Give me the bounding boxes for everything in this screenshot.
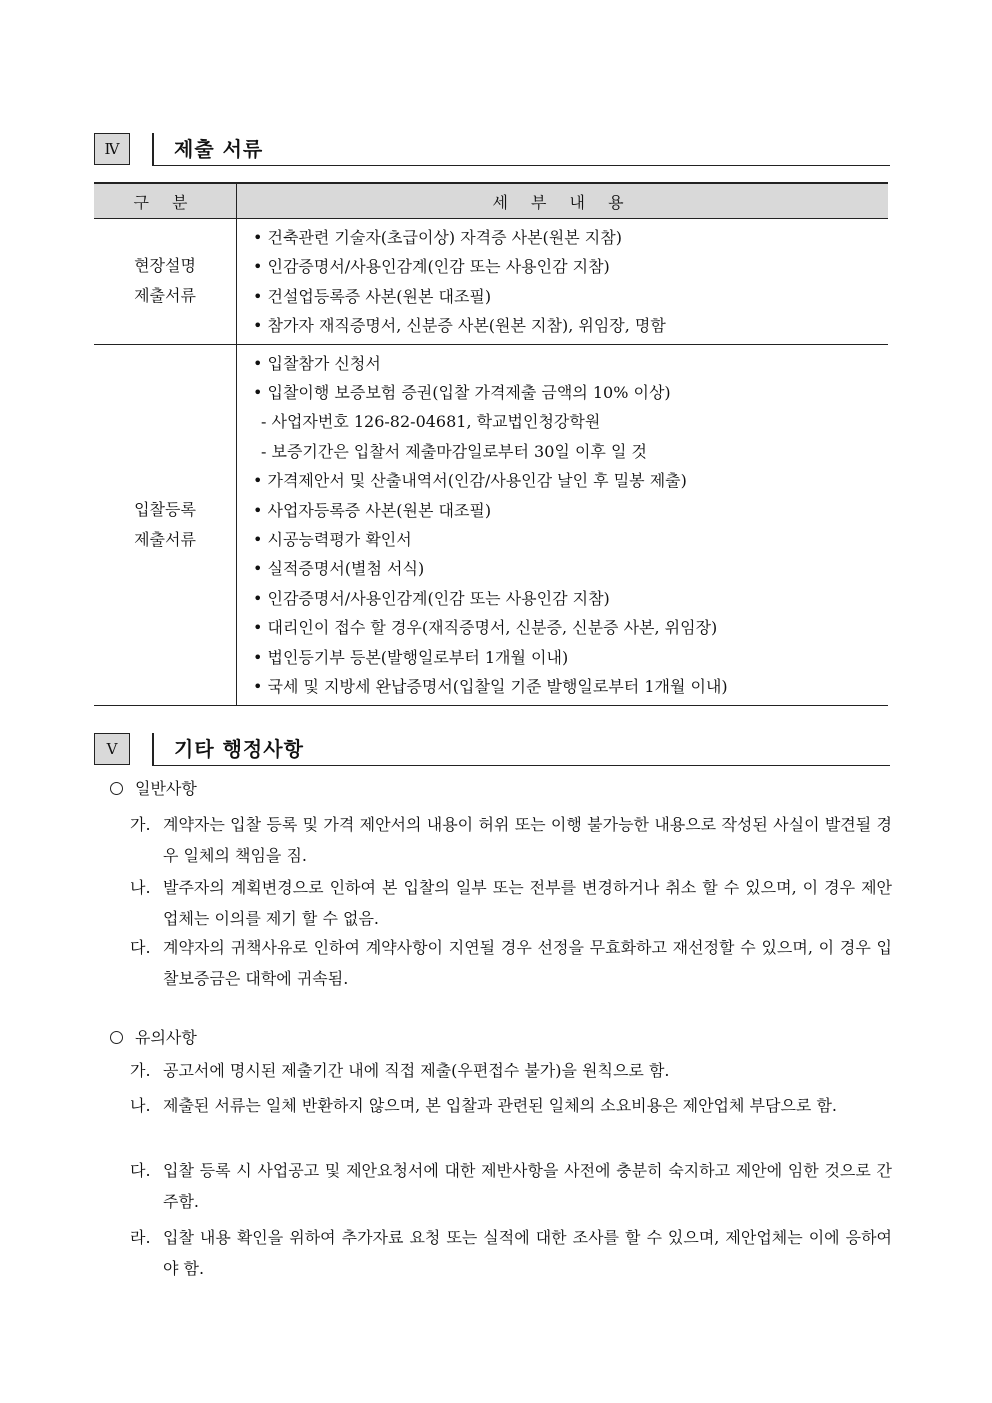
list-item: • 참가자 재직증명서, 신분증 사본(원본 지참), 위임장, 명함 xyxy=(253,316,666,336)
list-item: • 실적증명서(별첨 서식) xyxy=(253,559,425,579)
list-item: • 건설업등록증 사본(원본 대조필) xyxy=(253,286,492,306)
section-divider-bar xyxy=(152,733,154,766)
header-category: 구 분 xyxy=(94,183,237,219)
section-5-number: Ⅴ xyxy=(94,733,130,765)
list-item: • 입찰참가 신청서 xyxy=(253,353,381,373)
section-4-header xyxy=(94,133,890,167)
item-text: 계약자의 귀책사유로 인하여 계약사항이 지연될 경우 선정을 무효화하고 재선정할 수 있으며, 이 경우 입찰보증금은 대학에 귀속됨. xyxy=(163,938,892,988)
row-items xyxy=(237,219,889,345)
list-subitem: - 보증기간은 입찰서 제출마감일로부터 30일 이후 일 것 xyxy=(261,441,647,461)
list-item: • 사업자등록증 사본(원본 대조필) xyxy=(253,500,492,520)
row-category xyxy=(94,344,237,705)
list-item: • 대리인이 접수 할 경우(재직증명서, 신분증, 신분증 사본, 위임장) xyxy=(253,618,718,638)
category-line: 제출서류 xyxy=(134,286,196,306)
item-text: 입찰 등록 시 사업공고 및 제안요청서에 대한 제반사항을 사전에 충분히 숙지하고 제안에 임한 것으로 간주함. xyxy=(163,1161,892,1211)
section-4-number: Ⅳ xyxy=(94,133,130,165)
list-item: • 건축관련 기술자(초급이상) 자격증 사본(원본 지참) xyxy=(253,228,622,247)
item-marker: 다. xyxy=(130,1161,151,1180)
table-row xyxy=(94,219,888,345)
submission-documents-table xyxy=(94,182,888,706)
list-item: • 입찰이행 보증보험 증권(입찰 가격제출 금액의 10% 이상) xyxy=(253,383,671,403)
general-heading-text: 일반사항 xyxy=(135,779,197,798)
list-item xyxy=(130,872,892,934)
list-item: • 인감증명서/사용인감계(인감 또는 사용인감 지참) xyxy=(253,588,610,608)
notes-heading-text: 유의사항 xyxy=(135,1028,197,1047)
list-item: • 법인등기부 등본(발행일로부터 1개월 이내) xyxy=(253,647,569,667)
list-item: • 국세 및 지방세 완납증명서(입찰일 기준 발행일로부터 1개월 이내) xyxy=(253,677,728,697)
list-subitem: - 사업자번호 126-82-04681, 학교법인청강학원 xyxy=(261,412,601,432)
list-item xyxy=(130,1155,892,1217)
section-5-title: 기타 행정사항 xyxy=(174,737,304,761)
item-text: 발주자의 계획변경으로 인하여 본 입찰의 일부 또는 전부를 변경하거나 취소 할 수 있으며, 이 경우 제안업체는 이의를 제기 할 수 없음. xyxy=(163,878,892,928)
section-4-title: 제출 서류 xyxy=(174,137,264,161)
item-text: 입찰 내용 확인을 위하여 추가자료 요청 또는 실적에 대한 조사를 할 수 있으며, 제안업체는 이에 응하여야 함. xyxy=(163,1228,892,1278)
table-row xyxy=(94,344,888,705)
row-category xyxy=(94,219,237,345)
notes-heading xyxy=(110,1026,197,1050)
section-5-header xyxy=(94,733,890,767)
section-underline xyxy=(154,765,890,766)
item-marker: 라. xyxy=(130,1228,151,1247)
category-line: 입찰등록 xyxy=(134,499,196,519)
item-marker: 나. xyxy=(130,878,151,897)
item-marker: 다. xyxy=(130,938,151,957)
section-underline xyxy=(154,165,890,166)
list-item xyxy=(130,809,892,871)
table-header-row xyxy=(94,183,888,219)
item-marker: 나. xyxy=(130,1096,151,1115)
item-marker: 가. xyxy=(130,1061,151,1080)
list-item: • 인감증명서/사용인감계(인감 또는 사용인감 지참) xyxy=(253,257,610,277)
general-heading xyxy=(110,777,197,801)
row-items xyxy=(237,344,889,705)
item-marker: 가. xyxy=(130,815,151,834)
list-item: • 가격제안서 및 산출내역서(인감/사용인감 날인 후 밀봉 제출) xyxy=(253,471,687,491)
item-text: 공고서에 명시된 제출기간 내에 직접 제출(우편접수 불가)을 원칙으로 함. xyxy=(163,1061,670,1080)
list-item xyxy=(130,1222,892,1284)
category-line: 현장설명 xyxy=(134,256,196,276)
list-item: • 시공능력평가 확인서 xyxy=(253,530,412,550)
header-details: 세 부 내 용 xyxy=(237,183,889,219)
item-text: 제출된 서류는 일체 반환하지 않으며, 본 입찰과 관련된 일체의 소요비용은 제안업체 부담으로 함. xyxy=(163,1096,837,1115)
circle-bullet-icon xyxy=(110,1031,123,1044)
list-item xyxy=(130,1055,892,1086)
item-text: 계약자는 입찰 등록 및 가격 제안서의 내용이 허위 또는 이행 불가능한 내용으로 작성된 사실이 발견될 경우 일체의 책임을 짐. xyxy=(163,815,892,865)
category-line: 제출서류 xyxy=(134,529,196,549)
circle-bullet-icon xyxy=(110,782,123,795)
list-item xyxy=(130,1090,892,1121)
section-divider-bar xyxy=(152,133,154,166)
list-item xyxy=(130,932,892,994)
